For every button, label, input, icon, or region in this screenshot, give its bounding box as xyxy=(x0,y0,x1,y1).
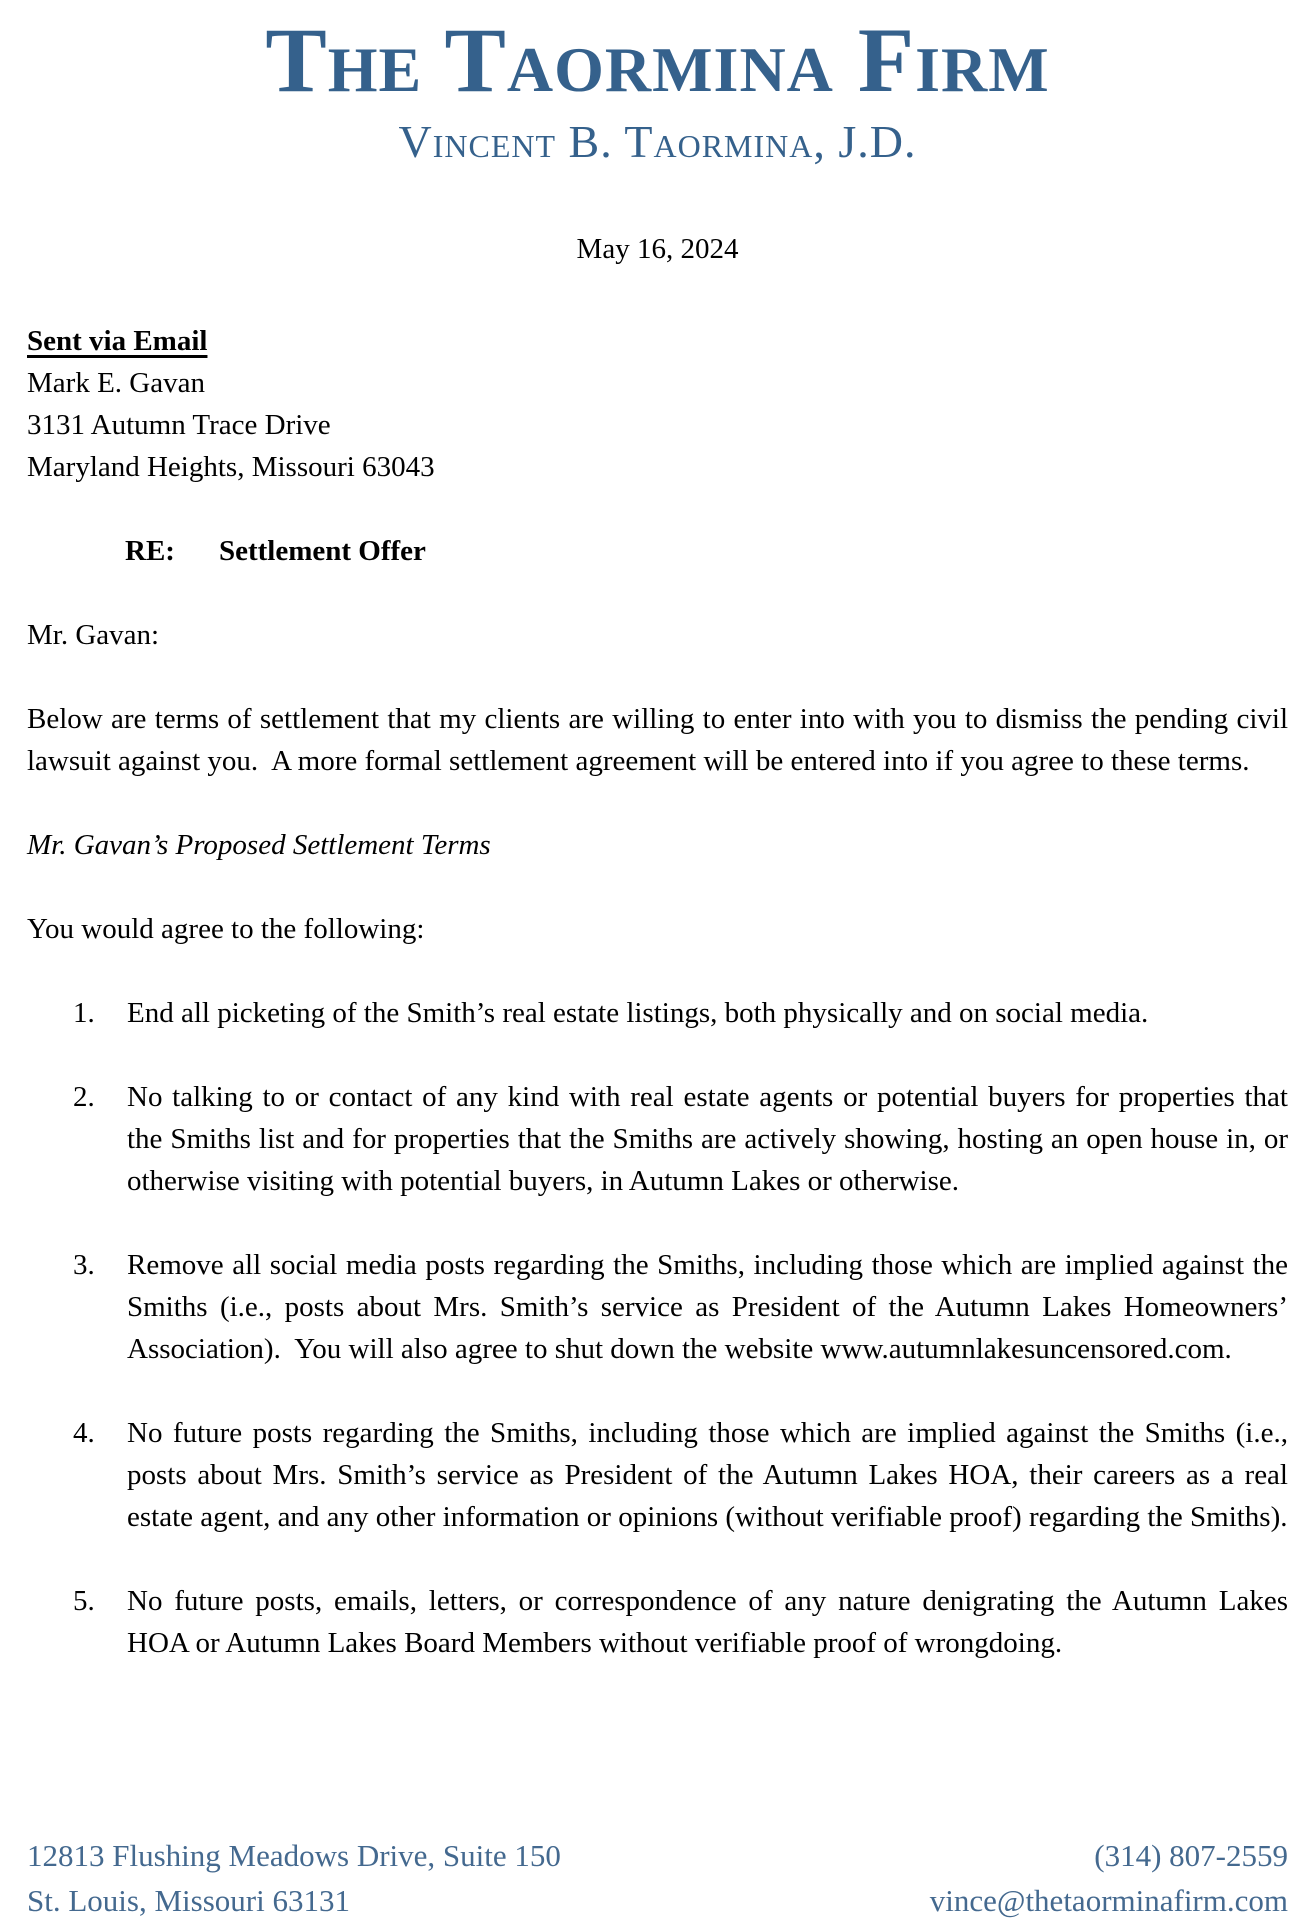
firm-name: The Taormina Firm xyxy=(265,9,1050,111)
delivery-method xyxy=(27,320,1288,362)
term-number: 1. xyxy=(73,997,95,1029)
footer-contact xyxy=(930,1833,1288,1923)
settlement-term-2 xyxy=(27,1076,1288,1202)
footer-address-line1: 12813 Flushing Meadows Drive, Suite 150 xyxy=(27,1838,561,1873)
salutation: Mr. Gavan: xyxy=(27,619,160,651)
term-text: No future posts, emails, letters, or correspondence of any nature denigrating the Autumn Lakes HOA or Autumn Lakes Board Members without verifiable proof of wrongdoing. xyxy=(127,1585,1288,1659)
re-subject: Settlement Offer xyxy=(218,535,426,567)
list-intro: You would agree to the following: xyxy=(27,913,425,945)
recipient-address-line2: Maryland Heights, Missouri 63043 xyxy=(27,451,435,483)
footer-phone: (314) 807-2559 xyxy=(1094,1838,1288,1873)
settlement-term-4 xyxy=(27,1412,1288,1538)
term-text: End all picketing of the Smith’s real estate listings, both physically and on social media. xyxy=(127,997,1149,1029)
term-number: 2. xyxy=(73,1081,95,1113)
intro-paragraph: Below are terms of settlement that my clients are willing to enter into with you to dismiss the pending civil lawsuit against you. A more formal settlement agreement will be entered into if you agree to these terms. xyxy=(27,703,1288,777)
settlement-terms-list xyxy=(27,992,1288,1664)
attorney-name: Vincent B. Taormina, J.D. xyxy=(398,116,917,167)
section-heading: Mr. Gavan’s Proposed Settlement Terms xyxy=(27,829,491,861)
letter-date: May 16, 2024 xyxy=(576,233,739,265)
term-number: 5. xyxy=(73,1585,95,1617)
letter-footer xyxy=(27,1833,1288,1923)
term-text: No future posts regarding the Smiths, including those which are implied against the Smiths (i.e., posts about Mrs. Smith’s service as President of the Autumn Lakes HOA, their careers as a real estate agent, and any other information or opinions (without verifiable proof) regarding the Smiths). xyxy=(127,1417,1288,1533)
re-line xyxy=(125,530,1288,572)
footer-email: vince@thetaorminafirm.com xyxy=(929,1883,1288,1918)
recipient-address-line1: 3131 Autumn Trace Drive xyxy=(27,409,331,441)
recipient-block xyxy=(27,320,1288,488)
term-number: 3. xyxy=(73,1249,95,1281)
term-text: No talking to or contact of any kind with real estate agents or potential buyers for properties that the Smiths list and for properties that the Smiths are actively showing, hosting an open house in, or otherwise visiting with potential buyers, in Autumn Lakes or otherwise. xyxy=(127,1081,1288,1197)
sent-via-email-label: Sent via Email xyxy=(27,325,208,357)
term-text: Remove all social media posts regarding the Smiths, including those which are implied against the Smiths (i.e., posts about Mrs. Smith’s service as President of the Autumn Lakes Homeowners’ Association). You will also agree to shut down the website www.autumnlakesuncensored.com. xyxy=(127,1249,1288,1365)
settlement-term-3 xyxy=(27,1244,1288,1370)
re-label: RE: xyxy=(125,535,175,567)
footer-address-line2: St. Louis, Missouri 63131 xyxy=(27,1883,350,1918)
settlement-term-1 xyxy=(27,992,1288,1034)
recipient-name: Mark E. Gavan xyxy=(27,367,205,399)
settlement-term-5 xyxy=(27,1580,1288,1664)
footer-address xyxy=(27,1833,561,1923)
term-number: 4. xyxy=(73,1417,95,1449)
